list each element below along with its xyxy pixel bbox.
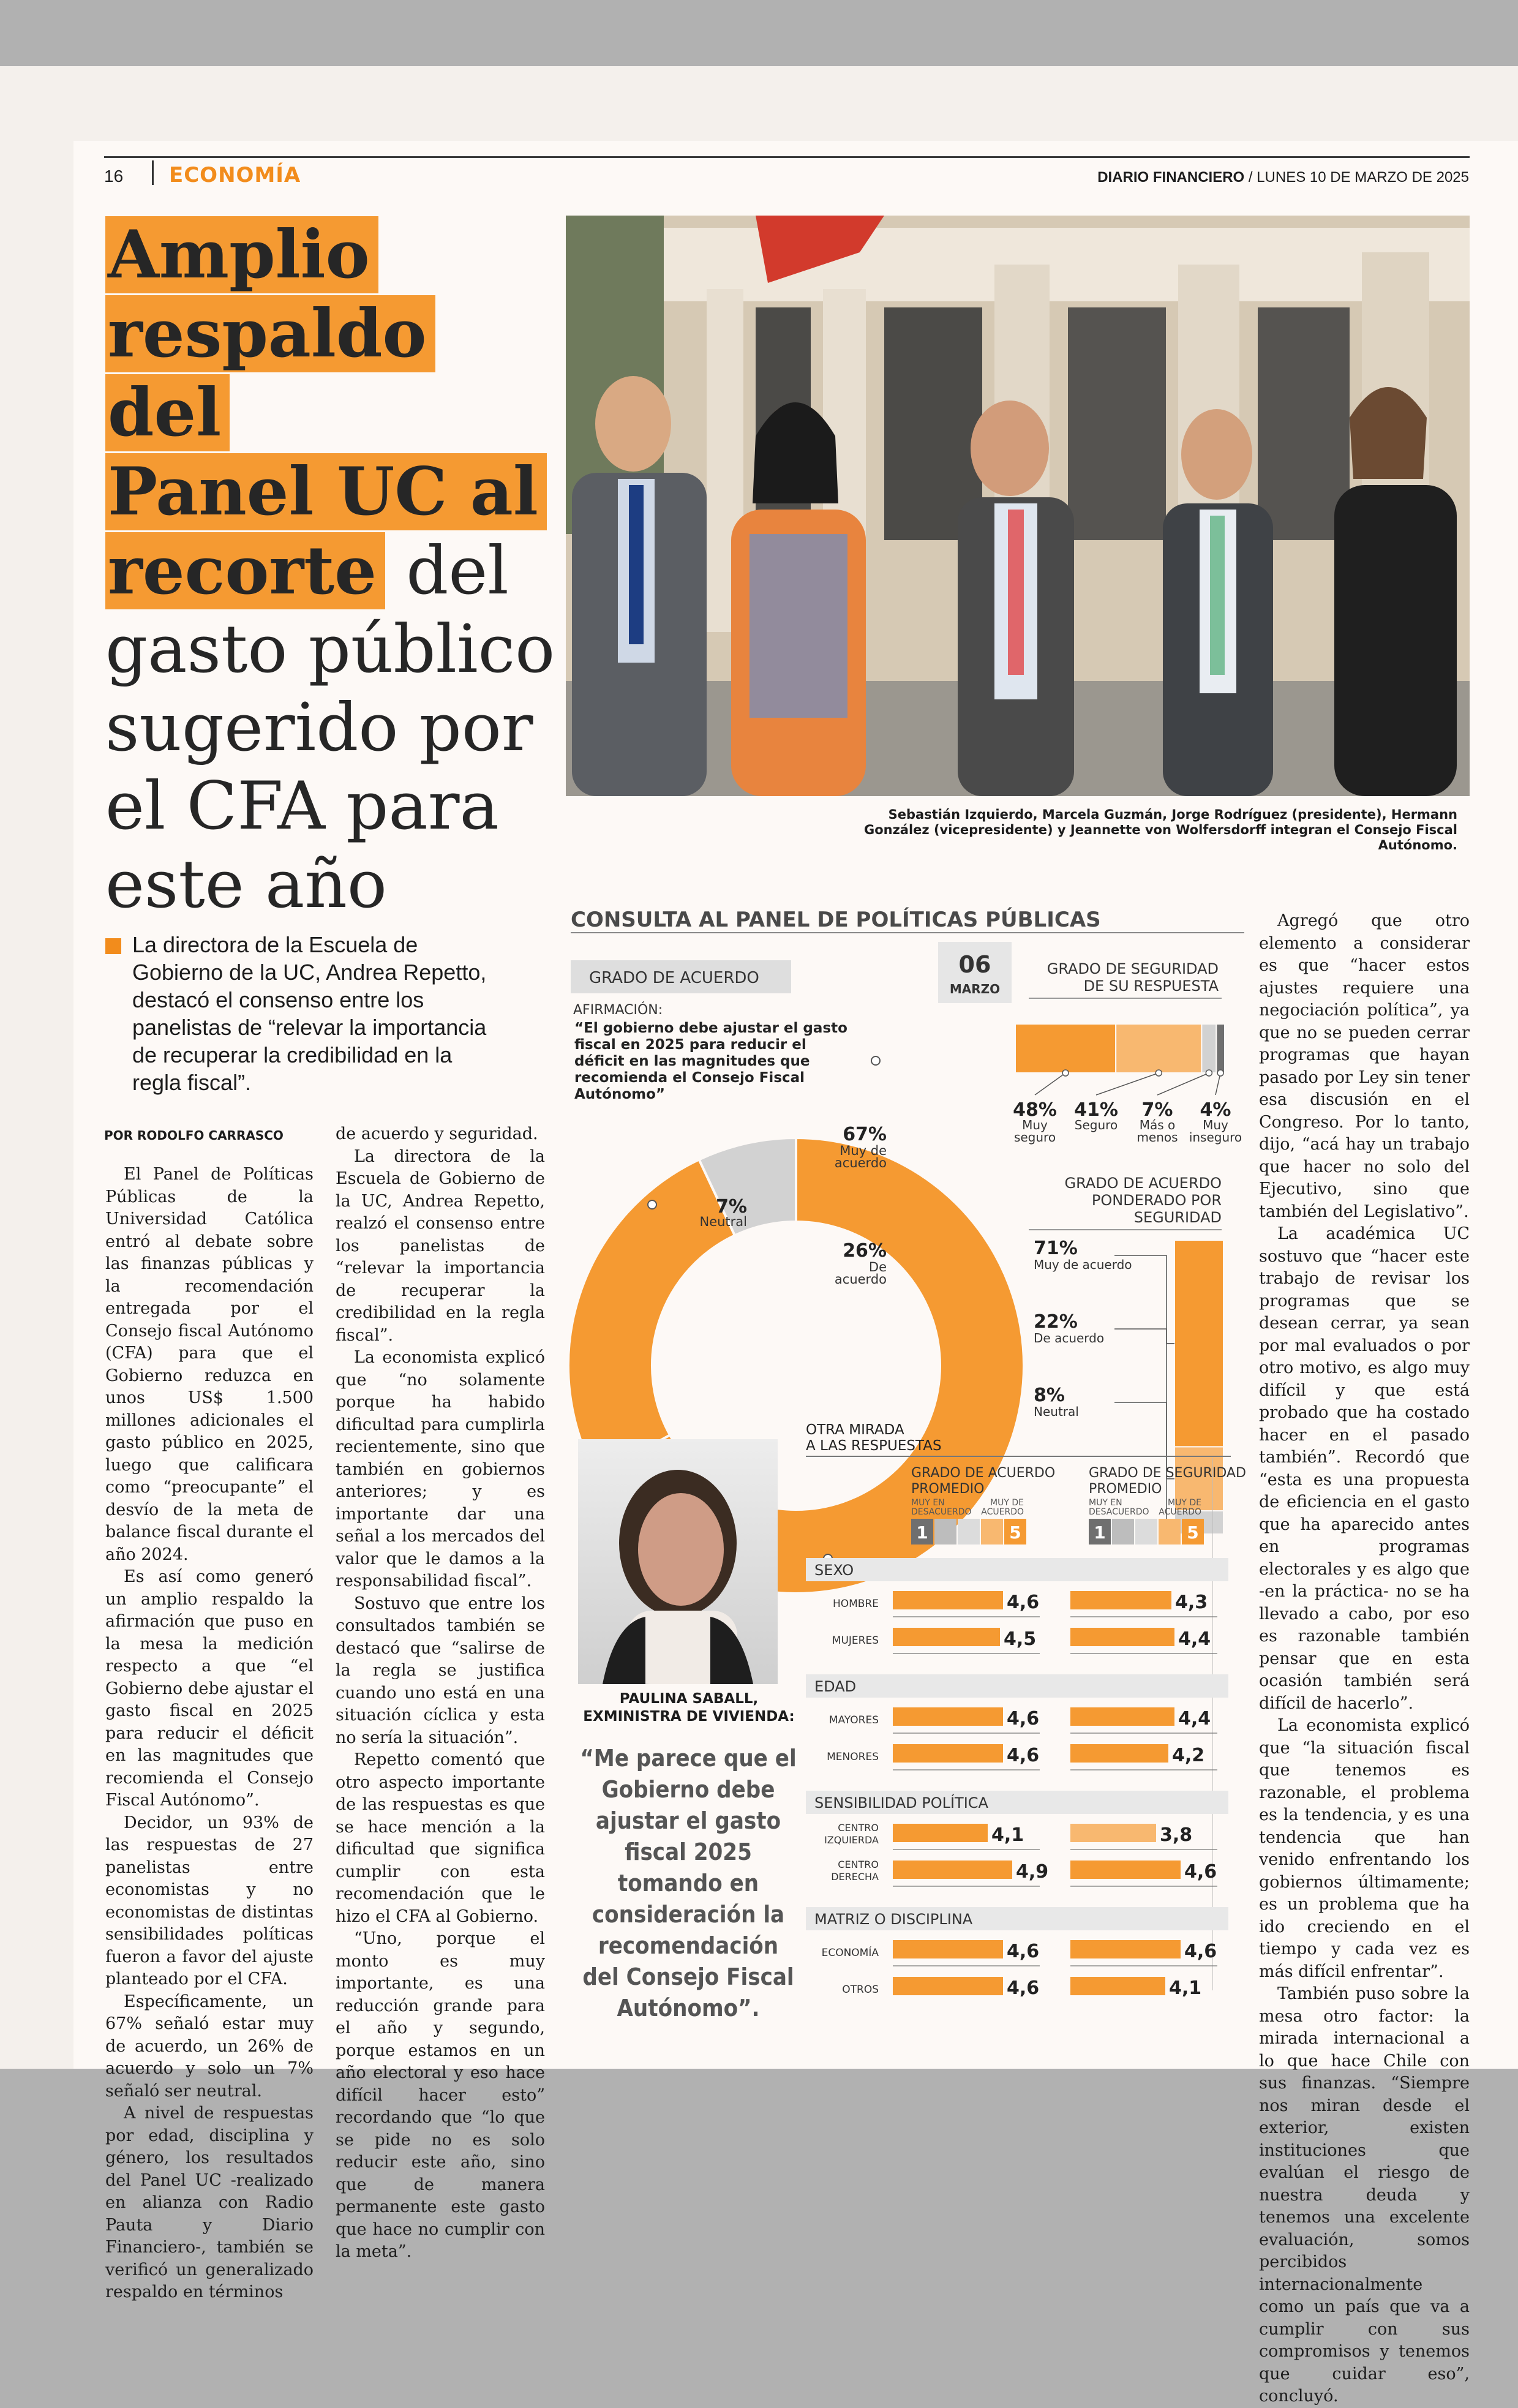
row-label: ECONOMÍA <box>821 1947 879 1959</box>
date-day: 06 <box>958 951 991 978</box>
headline-line: Amplio <box>105 216 378 293</box>
row-label: MUJERES <box>832 1635 879 1647</box>
security-label: menos <box>1137 1130 1178 1145</box>
row-label: MAYORES <box>829 1714 879 1726</box>
security-value: 7% <box>1141 1099 1173 1121</box>
average-bar <box>893 1628 1000 1646</box>
weighted-label: De acuerdo <box>1034 1331 1105 1345</box>
scale-cell <box>958 1519 980 1545</box>
security-label: Más o <box>1139 1118 1176 1132</box>
chart-title: DE SU RESPUESTA <box>1083 977 1219 995</box>
photo-caption: Sebastián Izquierdo, Marcela Guzmán, Jorge Rodríguez (presidente), Hermann González (vicepresidente) y Jeannette von Wolfersdorff integran el Consejo Fiscal Autónomo. <box>863 807 1457 852</box>
series-header: GRADO DE ACUERDO <box>911 1465 1056 1481</box>
scale-label: ACUERDO <box>981 1507 1024 1517</box>
average-bar <box>1070 1861 1181 1879</box>
segment-marker <box>1155 1070 1162 1076</box>
average-value: 4,6 <box>1007 1745 1040 1766</box>
leader-line <box>1035 1073 1065 1095</box>
segment-marker <box>1217 1070 1223 1076</box>
top-margin <box>0 0 1518 66</box>
paragraph: Es así como generó un amplio respaldo la afirmación que puso en la mesa la medición respecto a que “el Gobierno debe ajustar el gasto fiscal en 2025 para reducir el déficit en las magnitudes que recomienda el Consejo Fiscal Autónomo”. <box>105 1567 314 1810</box>
average-bar <box>1070 1707 1174 1726</box>
statement-line: recomienda el Consejo Fiscal <box>574 1070 805 1086</box>
security-segment <box>1201 1024 1216 1073</box>
average-value: 4,4 <box>1178 1708 1211 1729</box>
publication-name: DIARIO FINANCIERO <box>1097 169 1245 186</box>
paragraph: Repetto comentó que otro aspecto importante de las respuestas es que se hace mención a la dificultad que significa cumplir con esta recomendación que le hizo el CFA al Gobierno. <box>336 1750 545 1926</box>
paragraph: Específicamente, un 67% señaló estar muy de acuerdo, un 26% de acuerdo y solo un 7% señaló ser neutral. <box>105 1992 314 2101</box>
segment-marker <box>1062 1070 1069 1076</box>
group-photo <box>566 216 1470 796</box>
paragraph: El Panel de Políticas Públicas de la Universidad Católica entró al debate sobre las finanzas públicas y la recomendación entregada por el Consejo fiscal Autónomo (CFA) para que el Gobierno reduzca en unos US$ 1.500 millones adicionales el gasto público en 2025, luego que calificara como “preocupante” el desvío de la meta de balance fiscal durante el año 2024. <box>105 1165 314 1564</box>
average-bar <box>893 1861 1012 1879</box>
group-band <box>806 1558 1228 1581</box>
issue-date: / LUNES 10 DE MARZO DE 2025 <box>1244 169 1469 186</box>
paragraph: También puso sobre la mesa otro factor: la mirada internacional a lo que hace Chile con sus finanzas. “Siempre nos miran desde el exterior, existen instituciones que evalúan el riesgo de nuestra deuda y tenemos una excelente evaluación, somos percibidos internacionalmente como un país que va a cumplir con sus compromisos y tenemos que cuidar eso”, concluyó. <box>1259 1984 1470 2406</box>
paragraph: La economista explicó que “la situación fiscal que tenemos es razonable, el problema es la tendencia, y es una tendencia que han venido enfrentando los gobiernos últimamente; es un problema que ha ido creciendo en el tiempo y cada vez es más difícil enfrentar”. <box>1259 1716 1470 1981</box>
headline-line: del <box>385 533 509 609</box>
security-label: Muy <box>1203 1118 1228 1132</box>
security-title <box>1029 960 1222 998</box>
security-label: inseguro <box>1189 1130 1242 1145</box>
paragraph: “Uno, porque el monto es muy importante, es una reducción grande para el año y segundo, porque estamos en un año electoral y eso hace difícil hacer esto” recordando que “lo que se pide no es solo reducir este año, sino que de manera permanente este gasto que hace no cumplir con la meta”. <box>336 1929 545 2261</box>
group-label: EDAD <box>814 1678 857 1695</box>
group-band <box>806 1674 1228 1698</box>
average-bar <box>893 1744 1003 1763</box>
security-label: Seguro <box>1074 1118 1118 1132</box>
group-label: SENSIBILIDAD POLÍTICA <box>814 1794 988 1812</box>
scale-max: 5 <box>1009 1522 1021 1543</box>
security-label: Muy <box>1022 1118 1048 1132</box>
scale-label: MUY DE <box>990 1498 1024 1508</box>
scale-cell <box>934 1519 956 1545</box>
text-column-3 <box>1259 910 1470 2408</box>
paragraph: de acuerdo y seguridad. <box>336 1124 538 1143</box>
portrait-illustration <box>578 1439 778 1684</box>
group-label: SEXO <box>814 1562 854 1579</box>
date-month: MARZO <box>949 982 1001 996</box>
masthead <box>1097 169 1469 186</box>
row-label: CENTRO <box>838 1822 879 1834</box>
average-value: 4,6 <box>1184 1861 1217 1883</box>
row-label: DERECHA <box>831 1871 879 1883</box>
lead-paragraph: La directora de la Escuela de Gobierno de la UC, Andrea Repetto, destacó el consenso entre los panelistas de “relevar la importancia de recuperar la credibilidad en la regla fiscal”. <box>132 932 487 1095</box>
average-bar <box>1070 1744 1168 1763</box>
chart-subtitle: GRADO DE ACUERDO <box>589 969 759 987</box>
text-column-1 <box>105 1164 314 2304</box>
average-value: 4,9 <box>1016 1861 1049 1883</box>
security-value: 4% <box>1200 1099 1231 1121</box>
security-value: 48% <box>1013 1099 1057 1121</box>
average-value: 4,1 <box>1169 1977 1202 1996</box>
average-value: 4,6 <box>1007 1941 1040 1962</box>
average-value: 4,4 <box>1178 1628 1211 1650</box>
chart-title: GRADO DE ACUERDO <box>1064 1175 1222 1192</box>
headline-line: este año <box>105 846 387 923</box>
chart-title: GRADO DE SEGURIDAD <box>1046 960 1219 977</box>
byline: POR RODOLFO CARRASCO <box>104 1128 284 1143</box>
donut-value: 7% <box>716 1196 747 1217</box>
row-label: MENORES <box>827 1751 879 1763</box>
statement-line: “El gobierno debe ajustar el gasto <box>574 1020 847 1036</box>
security-segment <box>1015 1024 1116 1073</box>
average-value: 4,1 <box>991 1824 1024 1846</box>
row-label: HOMBRE <box>832 1598 879 1610</box>
table-title: A LAS RESPUESTAS <box>806 1438 942 1454</box>
donut-label: De <box>868 1260 887 1274</box>
headline-line: recorte <box>105 532 385 609</box>
average-bar <box>893 1977 1003 1995</box>
weighted-value: 71% <box>1034 1238 1078 1259</box>
statement-line: fiscal en 2025 para reducir el <box>574 1037 806 1053</box>
headline-line: Panel UC al <box>105 453 547 530</box>
donut-marker <box>871 1056 880 1065</box>
scale-cell <box>1112 1519 1134 1545</box>
segment-marker <box>1206 1070 1212 1076</box>
table-title: OTRA MIRADA <box>806 1422 904 1438</box>
weighted-label: Muy de acuerdo <box>1034 1257 1132 1272</box>
headline <box>105 216 571 924</box>
paragraph: Decidor, un 93% de las respuestas de 27 panelistas entre economistas y no economistas de distintas sensibilidades políticas fueron a favor del ajuste planteado por el CFA. <box>105 1813 314 1988</box>
weighted-title <box>1029 1175 1222 1230</box>
lead-bullet <box>105 938 121 954</box>
paragraph: Agregó que otro elemento a considerar es que “hacer estos ajustes requiere una negociación política”, ya que no se pueden cerrar programas que hayan pasado por Ley sin tener esa discusión en el Congreso. Por lo tanto, dijo, “acá hay un trabajo que hacer no solo del Ejecutivo, sino que también del Legislativo”. <box>1259 911 1470 1221</box>
headline-line: el CFA para <box>105 768 499 845</box>
headline-line: sugerido por <box>105 690 533 766</box>
average-bar <box>893 1940 1003 1958</box>
statement-text <box>574 1020 847 1102</box>
security-bar <box>1013 1024 1242 1145</box>
donut-label: acuerdo <box>834 1272 887 1287</box>
weighted-value: 8% <box>1034 1385 1065 1406</box>
pull-quote: “Me parece que el Gobierno debe ajustar el gasto fiscal 2025 tomando en consideración la recomendación del Consejo Fiscal Autónomo”. <box>580 1745 797 2022</box>
average-bar <box>893 1707 1003 1726</box>
infographic-title: CONSULTA AL PANEL DE POLÍTICAS PÚBLICAS <box>571 908 1101 932</box>
scale-label: MUY DE <box>1168 1498 1201 1508</box>
leader-line <box>1157 1073 1209 1095</box>
statement-label: AFIRMACIÓN: <box>573 1003 663 1018</box>
scale-max: 5 <box>1187 1522 1199 1543</box>
statement-line: déficit en las magnitudes que <box>574 1053 810 1069</box>
row-label: IZQUIERDA <box>824 1834 879 1846</box>
security-value: 41% <box>1074 1099 1118 1121</box>
photo-illustration <box>566 216 1470 796</box>
chart-title: PONDERADO POR <box>1091 1192 1222 1209</box>
statement-line: Autónomo” <box>574 1086 666 1102</box>
donut-label: Muy de <box>840 1143 887 1158</box>
average-value: 4,6 <box>1184 1941 1217 1962</box>
scale-min: 1 <box>916 1522 928 1543</box>
section-label: ECONOMÍA <box>169 163 301 187</box>
scale-label: ACUERDO <box>1159 1507 1201 1517</box>
security-segment <box>1216 1024 1225 1073</box>
average-value: 4,6 <box>1007 1708 1040 1729</box>
page-number: 16 <box>104 167 124 186</box>
header-rule <box>104 156 1470 158</box>
security-segment <box>1116 1024 1201 1073</box>
quote-author: PAULINA SABALL, EXMINISTRA DE VIVIENDA: <box>583 1691 795 1725</box>
scale-label: DESACUERDO <box>1089 1507 1149 1517</box>
average-value: 4,3 <box>1175 1592 1208 1613</box>
paragraph: Sostuvo que entre los consultados también se destacó que “salirse de la regla se justifica cuando uno está en una situación cíclica y esta no sería la situación”. <box>336 1593 545 1747</box>
average-bar <box>1070 1591 1171 1609</box>
scale-cell <box>1159 1519 1181 1545</box>
row-label: OTROS <box>842 1984 879 1996</box>
security-label: seguro <box>1013 1130 1056 1145</box>
average-bar <box>893 1591 1003 1609</box>
donut-value: 67% <box>843 1124 887 1145</box>
series-header: GRADO DE SEGURIDAD <box>1089 1465 1246 1481</box>
series-header: PROMEDIO <box>911 1481 985 1497</box>
average-bar <box>1070 1940 1181 1958</box>
average-value: 4,5 <box>1004 1628 1037 1650</box>
average-bar <box>1070 1977 1165 1995</box>
group-label: MATRIZ O DISCIPLINA <box>814 1911 973 1928</box>
paragraph: La directora de la Escuela de Gobierno de la UC, Andrea Repetto, realzó el consenso entre los panelistas de “relevar la importancia de recuperar la credibilidad en la regla fiscal”. <box>336 1146 545 1345</box>
leader-line <box>1096 1073 1159 1095</box>
headline-line: respaldo del <box>105 295 435 451</box>
average-bar <box>893 1824 988 1842</box>
chart-title: SEGURIDAD <box>1133 1209 1222 1226</box>
donut-label: Neutral <box>699 1214 747 1229</box>
paragraph: La economista explicó que “no solamente porque ha habido dificultad para cumplirla recientemente, sino que también en gobiernos anteriores; y es importante dar una señal a los mercados del valor que le damos a la responsabilidad fiscal”. <box>336 1348 545 1590</box>
average-value: 4,6 <box>1007 1977 1040 1996</box>
paragraph: La académica UC sostuvo que “hacer este trabajo de revisar los programas que se desean cerrar, ya sean por mal evaluados o por otro motivo, es algo muy difícil y que está probado que ha costado hacer en el pasado también”. Recordó que “esta es una propuesta de eficiencia en el gasto que ha aparecido antes en programas electorales y es algo que -en la práctica- no se ha llevado a cabo, por eso es razonable también pensar que en esta ocasión también será difícil de hacerlo”. <box>1259 1224 1470 1713</box>
scale-min: 1 <box>1094 1522 1106 1543</box>
donut-marker <box>648 1200 656 1209</box>
average-bar <box>1070 1628 1174 1646</box>
scale-label: MUY EN <box>911 1498 945 1508</box>
section-divider <box>152 160 154 185</box>
row-label: CENTRO <box>838 1859 879 1870</box>
leader-line <box>1114 1402 1174 1522</box>
donut-label: acuerdo <box>834 1156 887 1170</box>
scale-cell <box>1135 1519 1157 1545</box>
weighted-segment <box>1174 1240 1223 1447</box>
scale-label: DESACUERDO <box>911 1507 972 1517</box>
infographic-rule <box>571 932 1244 933</box>
text-column-2 <box>336 1123 545 2263</box>
paragraph: A nivel de respuestas por edad, disciplina y género, los resultados del Panel UC -realizado en alianza con Radio Pauta y Diario Financiero-, también se verificó un generalizado respaldo en términos <box>105 2104 314 2301</box>
headline-line: gasto público <box>105 611 555 688</box>
average-value: 3,8 <box>1160 1824 1193 1846</box>
weighted-label: Neutral <box>1034 1404 1079 1419</box>
average-value: 4,2 <box>1172 1745 1205 1766</box>
average-value: 4,6 <box>1007 1592 1040 1613</box>
average-bar <box>1070 1824 1156 1842</box>
portrait-photo <box>578 1439 778 1684</box>
series-header: PROMEDIO <box>1089 1481 1162 1497</box>
donut-value: 26% <box>843 1240 887 1262</box>
weighted-value: 22% <box>1034 1311 1078 1333</box>
scale-cell <box>981 1519 1003 1545</box>
scale-label: MUY EN <box>1089 1498 1122 1508</box>
